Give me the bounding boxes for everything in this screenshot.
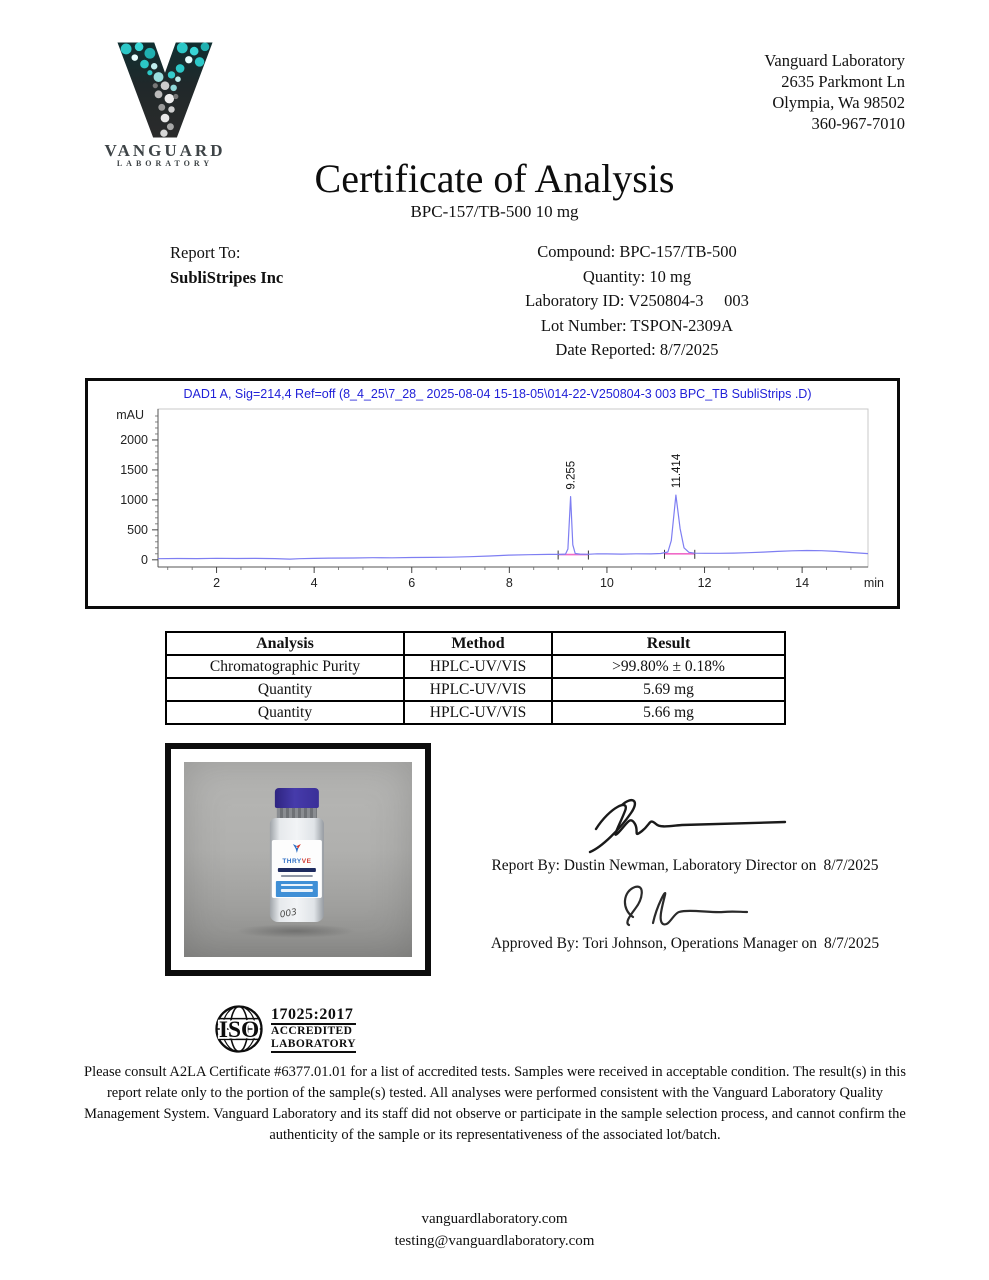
report-to-label: Report To: — [170, 243, 241, 262]
header — [0, 38, 989, 173]
chromatogram-plot — [96, 401, 889, 597]
vial-label-text-bar — [278, 868, 316, 872]
svg-text:10: 10 — [599, 576, 614, 590]
iso-text-block — [271, 1006, 356, 1053]
logo-wordmark: VANGUARD — [104, 141, 226, 160]
disclaimer-text — [84, 1062, 906, 1146]
svg-text:14: 14 — [795, 576, 810, 590]
signatures-block — [470, 793, 900, 953]
iso-accreditation — [213, 1004, 356, 1054]
approved-by-line: Approved By: Tori Johnson, Operations Manager on 8/7/2025 — [490, 935, 880, 952]
info-line-quantity: Quantity: 10 mg — [582, 266, 692, 286]
approved-by-signature — [615, 881, 755, 933]
svg-text:2: 2 — [213, 576, 221, 590]
page-title: Certificate of Analysis — [314, 156, 675, 201]
lab-address-line2: Olympia, Wa 98502 — [772, 93, 905, 112]
svg-text:ISO: ISO — [218, 1016, 260, 1043]
footer-website: vanguardlaboratory.com — [421, 1211, 568, 1227]
svg-text:11.414: 11.414 — [670, 453, 683, 489]
vial-cap — [275, 788, 319, 808]
vial-label-text-bar — [281, 875, 313, 878]
info-line-date-reported: Date Reported: 8/7/2025 — [555, 340, 719, 359]
approved-date: 8/7/2025 — [824, 935, 880, 952]
svg-text:1500: 1500 — [120, 462, 148, 477]
vial-shadow — [236, 924, 356, 938]
lab-phone: 360-967-7010 — [811, 114, 905, 133]
page-subtitle: BPC-157/TB-500 10 mg — [410, 202, 579, 221]
report-by-line: Report By: Dustin Newman, Laboratory Director on 8/7/2025 — [491, 857, 879, 874]
vial-label-blue-box — [276, 881, 318, 897]
iso-accredited-label: ACCREDITED — [271, 1024, 353, 1037]
svg-text:min: min — [863, 576, 884, 590]
disclaimer-line: authenticity of the sample or its representativeness of the associated lot/batch. — [269, 1127, 721, 1143]
svg-text:0: 0 — [141, 552, 148, 567]
chromatogram-chart — [96, 401, 889, 597]
lab-address-block — [764, 50, 905, 134]
lab-address-line1: 2635 Parkmont Ln — [781, 72, 905, 91]
approved-signature-wrap — [470, 881, 900, 953]
report-by-signature — [570, 793, 800, 855]
client-name: SubliStripes Inc — [170, 268, 284, 287]
footer — [0, 1208, 989, 1252]
results-table — [165, 631, 786, 725]
disclaimer-line: Management System. Vanguard Laboratory and its staff did not observe or participate in the sample selection process, and cannot confirm the — [84, 1106, 906, 1122]
vanguard-logo — [100, 40, 230, 168]
iso-cert-number: 17025:2017 — [271, 1006, 356, 1025]
svg-text:8: 8 — [505, 576, 513, 590]
column-header-analysis: Analysis — [166, 632, 404, 655]
info-line-lot-number: Lot Number: TSPON-2309A — [540, 315, 734, 335]
thryve-logo-icon — [291, 844, 303, 853]
vial-crimp — [277, 808, 317, 818]
svg-text:mAU: mAU — [116, 408, 144, 422]
table-row: Quantity HPLC-UV/VIS 5.66 mg — [166, 701, 785, 724]
disclaimer-line: Please consult A2LA Certificate #6377.01.01 for a list of accredited tests. Samples were received in acceptable condition. The result(s) in this — [84, 1064, 906, 1080]
chromatogram-panel — [85, 378, 900, 609]
iso-laboratory-label: LABORATORY — [271, 1038, 356, 1053]
vial-label — [272, 840, 322, 898]
product-photo-frame — [165, 743, 431, 976]
vial-handwritten-number: 003 — [279, 907, 298, 921]
vanguard-v-logo-icon — [111, 40, 219, 140]
lab-name: Vanguard Laboratory — [764, 51, 905, 70]
product-photo — [184, 762, 412, 957]
column-header-method: Method — [404, 632, 552, 655]
footer-email: testing@vanguardlaboratory.com — [394, 1233, 595, 1249]
report-to-block — [170, 240, 283, 290]
table-header-row — [166, 632, 785, 655]
svg-text:500: 500 — [127, 522, 148, 537]
info-line-lab-id: Laboratory ID: V250804-3 003 — [525, 291, 749, 310]
sample-vial — [269, 788, 325, 926]
logo-subtext: LABORATORY — [116, 159, 214, 168]
iso-globe-icon — [213, 1003, 265, 1055]
sample-info-block — [442, 240, 832, 363]
sample-info-section — [0, 240, 989, 370]
disclaimer-line: report relate only to the portion of the sample(s) tested. All analyses were performed consistent with the Vanguard Laboratory Quality — [106, 1085, 884, 1101]
svg-text:6: 6 — [408, 576, 416, 590]
media-row — [0, 743, 989, 988]
svg-text:2000: 2000 — [120, 432, 148, 447]
svg-text:1000: 1000 — [120, 492, 148, 507]
table-row: Quantity HPLC-UV/VIS 5.69 mg — [166, 678, 785, 701]
report-date: 8/7/2025 — [823, 857, 879, 874]
column-header-result: Result — [552, 632, 785, 655]
vial-body — [270, 818, 324, 922]
svg-text:12: 12 — [697, 576, 712, 590]
table-row: Chromatographic Purity HPLC-UV/VIS >99.80% ± 0.18% — [166, 655, 785, 678]
chromatogram-title: DAD1 A, Sig=214,4 Ref=off (8_4_25\7_28_ 2025-08-04 15-18-05\014-22-V250804-3 003 BPC_TB SubliStrips .D) — [183, 387, 812, 401]
vial-brand-name: THRYVE — [282, 858, 312, 865]
svg-text:9.255: 9.255 — [565, 460, 578, 490]
svg-text:4: 4 — [310, 576, 318, 590]
info-line-compound: Compound: BPC-157/TB-500 — [537, 242, 737, 261]
